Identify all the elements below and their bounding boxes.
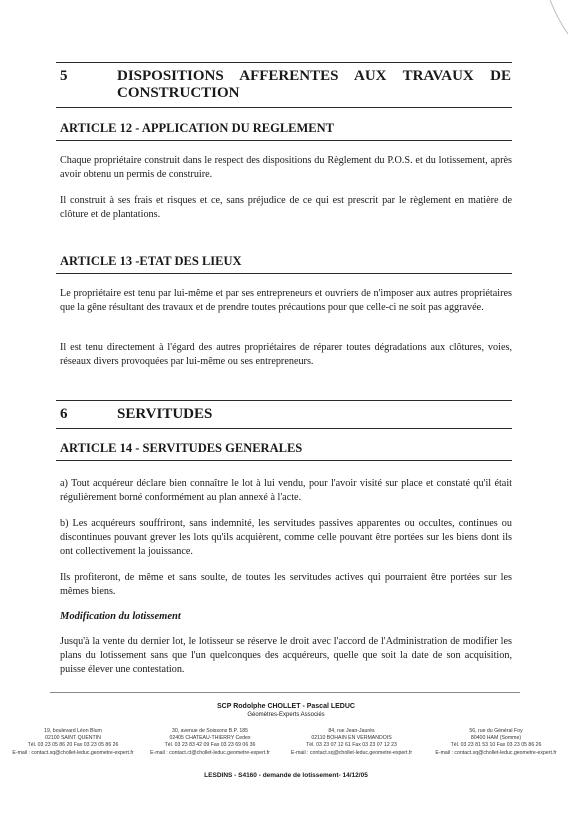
- article-13-heading: ARTICLE 13 -ETAT DES LIEUX: [60, 254, 242, 268]
- modification-subheading: Modification du lotissement: [60, 611, 181, 622]
- office-ham: [428, 728, 564, 757]
- office-email: E-mail : contact.sq@chollet-leduc.geometre-expert.fr: [290, 749, 413, 756]
- section-6-top-rule: [56, 400, 512, 401]
- office-address: 30, avenue de Soissons B.P. 185: [171, 728, 249, 734]
- office-city: 02405 CHATEAU-THIERRY Cedex: [169, 735, 251, 742]
- office-chateau-thierry: [145, 728, 275, 757]
- article-14-paragraph-d: Jusqu'à la vente du dernier lot, le lotisseur se réserve le droit avec l'accord de l'Administration de modifier les plans du lotissement sans que l'un quelconques des acquéreurs, quelle que soit la date de son acquisition, puisse élever une contestation.: [60, 636, 512, 675]
- office-address: 84, rue Jean-Jaurès: [328, 728, 375, 734]
- article-12-paragraph-1: Chaque propriétaire construit dans le respect des dispositions du Règlement du P.O.S. et du lotissement, après avoir obtenu un permis de construire.: [60, 155, 512, 180]
- section-6-title: SERVITUDES: [117, 406, 213, 422]
- article-12-paragraph-2: Il construit à ses frais et risques et ce, sans préjudice de ce qui est prescrit par le règlement en matière de clôture et de plantations.: [60, 195, 512, 220]
- office-phone: Tél. 03 23 83 42 09 Fax 03 23 69 06 36: [164, 742, 256, 749]
- article-14-heading: ARTICLE 14 - SERVITUDES GENERALES: [60, 441, 303, 455]
- article-14-paragraph-a: a) Tout acquéreur déclare bien connaître le lot à lui vendu, pour l'avoir visité sur place et constaté qu'il était régulièrement borné conformément au plan annexé à l'acte.: [60, 478, 512, 503]
- office-city: 02100 SAINT QUENTIN: [45, 735, 101, 742]
- office-email: E-mail : contact.sq@chollet-leduc.geometre-expert.fr: [435, 749, 557, 756]
- article-12-rule: [56, 140, 512, 141]
- section-5-top-rule: [56, 62, 512, 63]
- firm-name: SCP Rodolphe CHOLLET - Pascal LEDUC: [217, 703, 355, 710]
- office-address: 19, boulevard Léon Blum: [44, 728, 102, 734]
- document-reference: LESDINS - S4160 - demande de lotissement- 14/12/05: [204, 772, 368, 779]
- footer-rule: [50, 692, 520, 693]
- office-city: 80400 HAM (Somme): [470, 735, 522, 742]
- article-14-paragraph-b: b) Les acquéreurs souffriront, sans indemnité, les servitudes passives apparentes ou occultes, continues ou discontinues pouvant grever les lots qu'ils acquièrent, comme celle pouvant être portées sur les biens dont ils ont collectivement la jouissance.: [60, 518, 512, 557]
- office-email: E-mail : contact.sq@chollet-leduc.geometre-expert.fr: [12, 749, 134, 756]
- article-14-paragraph-c: Ils profiteront, de même et sans soulte, de toutes les servitudes actives qui pourraient être portées sur les mêmes biens.: [60, 572, 512, 597]
- office-saint-quentin: [8, 728, 138, 757]
- firm-subtitle: Géomètres-Experts Associés: [247, 712, 325, 718]
- office-bohain: [284, 728, 419, 757]
- office-email: E-mail : contact.ct@chollet-leduc.geometre-expert.fr: [150, 749, 270, 756]
- office-phone: Tél. 03 23 07 12 61 Fax 03 23 07 12 23: [306, 742, 397, 749]
- page-curl-decoration: [528, 0, 568, 40]
- office-phone: Tél. 03 23 05 86 20 Fax 03 23 05 86 26: [27, 742, 119, 749]
- section-6-bottom-rule: [56, 428, 512, 429]
- article-13-paragraph-1: Le propriétaire est tenu par lui-même et par ses entrepreneurs et ouvriers de n'imposer aux autres propriétaires que la gêne résultant des travaux et de prendre toutes précautions pour que celle-ci ne soit pas aggravée.: [60, 288, 512, 313]
- office-phone: Tél. 03 23 81 53 10 Fax 03 23 05 86 26: [450, 742, 542, 749]
- article-12-heading: ARTICLE 12 - APPLICATION DU REGLEMENT: [60, 121, 335, 135]
- article-13-rule: [56, 273, 512, 274]
- office-city: 02110 BOHAIN EN VERMANDOIS: [311, 735, 392, 742]
- article-14-rule: [56, 460, 512, 461]
- article-13-paragraph-2: Il est tenu directement à l'égard des autres propriétaires de réparer toutes dégradations aux clôtures, voies, réseaux divers provoquées par lui-même ou ses entrepreneurs.: [60, 342, 512, 367]
- section-5-number: 5: [60, 68, 68, 84]
- office-address: 56, rue du Général Foy: [469, 728, 523, 734]
- section-5-title: DISPOSITIONS AFFERENTES AUX TRAVAUX DE CONSTRUCTION: [117, 68, 511, 101]
- section-5-bottom-rule: [56, 107, 512, 108]
- section-6-number: 6: [60, 406, 68, 422]
